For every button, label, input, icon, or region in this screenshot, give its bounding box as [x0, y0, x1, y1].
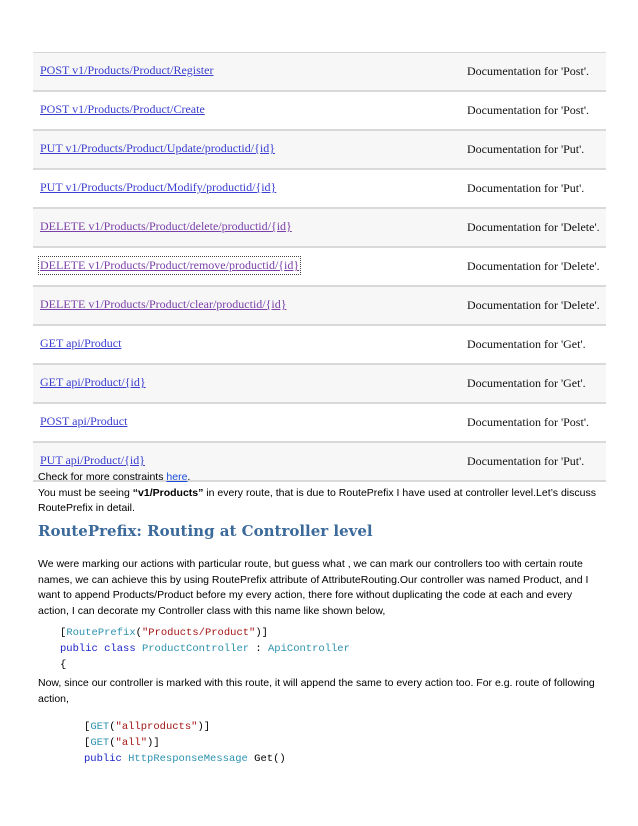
api-route-link[interactable]: PUT v1/Products/Product/Modify/productid/{id} — [40, 180, 277, 194]
api-route-row — [33, 287, 606, 326]
api-route-link[interactable]: GET api/Product/{id} — [40, 375, 146, 389]
api-route-link[interactable]: POST v1/Products/Product/Register — [40, 63, 214, 77]
api-route-row — [33, 209, 606, 248]
code-bracket: [ — [60, 627, 67, 639]
code-get-arg-2: "all" — [115, 737, 148, 749]
api-route-link[interactable]: PUT api/Product/{id} — [40, 453, 145, 467]
code-get-attr-2: GET — [90, 737, 110, 749]
code-close: )] — [255, 627, 268, 639]
code-kw-public: public — [60, 643, 98, 655]
api-route-row — [33, 170, 606, 209]
prefix-suffix: in every route, that is due to RoutePrefix I have used at controller level.Let’s discuss RoutePrefix in detail. — [38, 486, 596, 514]
api-route-doc: Documentation for 'Put'. — [467, 454, 585, 468]
prefix-text: You must be seeing — [38, 486, 133, 499]
api-route-doc: Documentation for 'Get'. — [467, 376, 586, 390]
code-attr-routeprefix: RoutePrefix — [66, 627, 136, 639]
api-route-doc: Documentation for 'Post'. — [467, 64, 589, 78]
api-route-link[interactable]: POST api/Product — [40, 414, 128, 428]
code-return-type: HttpResponseMessage — [128, 753, 248, 765]
api-route-row — [33, 365, 606, 404]
code-block-controller: [RoutePrefix("Products/Product")] public class ProductController : ApiController { — [60, 627, 350, 671]
code-block-action: [GET("allproducts")] [GET("all")] public HttpResponseMessage Get() — [84, 721, 286, 765]
api-route-row — [33, 131, 606, 170]
api-route-doc: Documentation for 'Delete'. — [467, 298, 600, 312]
code-kw-class: class — [104, 643, 136, 655]
code-get-attr-1: GET — [90, 721, 110, 733]
api-route-row — [33, 92, 606, 131]
section-heading: RoutePrefix: Routing at Controller level — [38, 522, 373, 540]
routeprefix-paragraph: We were marking our actions with particular route, but guess what , we can mark our controllers too with certain route names, we can achieve this by using RoutePrefix attribute of AttributeRouting.Our controller was named Product, and I want to append Products/Product before my every action, there fore without duplicating the code at each and every action, I can decorate my Controller class with this name like shown below, — [38, 558, 589, 617]
api-route-row — [33, 404, 606, 443]
code-colon: : — [249, 643, 268, 655]
v1-products-bold: “v1/Products” — [132, 486, 204, 499]
api-route-link[interactable]: DELETE v1/Products/Product/delete/productid/{id} — [40, 219, 292, 233]
api-route-doc: Documentation for 'Put'. — [467, 181, 585, 195]
code-brace: { — [60, 659, 67, 671]
constraints-paragraph — [38, 470, 603, 517]
api-route-row — [33, 53, 606, 92]
api-route-doc: Documentation for 'Put'. — [467, 142, 585, 156]
code-get-arg-1: "allproducts" — [115, 721, 198, 733]
api-route-row — [33, 326, 606, 365]
api-route-doc: Documentation for 'Post'. — [467, 415, 589, 429]
api-route-doc: Documentation for 'Post'. — [467, 103, 589, 117]
api-route-link[interactable]: GET api/Product — [40, 336, 122, 350]
api-route-link[interactable]: PUT v1/Products/Product/Update/productid/{id} — [40, 141, 275, 155]
code-base-name: ApiController — [267, 643, 350, 655]
check-suffix: . — [187, 471, 191, 483]
code-attr-arg: "Products/Product" — [141, 627, 256, 639]
api-route-doc: Documentation for 'Delete'. — [467, 259, 600, 273]
api-route-table — [33, 52, 606, 482]
api-route-link[interactable]: DELETE v1/Products/Product/clear/productid/{id} — [40, 297, 287, 311]
here-link[interactable]: here — [166, 471, 188, 483]
check-text: Check for more constraints — [38, 471, 167, 483]
api-route-row — [33, 248, 606, 287]
api-route-doc: Documentation for 'Delete'. — [467, 220, 600, 234]
api-route-doc: Documentation for 'Get'. — [467, 337, 586, 351]
code-method: Get() — [247, 753, 286, 765]
code-class-name: ProductController — [141, 643, 250, 655]
following-action-paragraph: Now, since our controller is marked with this route, it will append the same to every action too. For e.g. route of following action, — [38, 677, 595, 705]
api-route-link[interactable]: POST v1/Products/Product/Create — [40, 102, 205, 116]
code-kw-public-2: public — [84, 753, 122, 765]
api-route-link[interactable]: DELETE v1/Products/Product/remove/productid/{id} — [40, 258, 300, 272]
